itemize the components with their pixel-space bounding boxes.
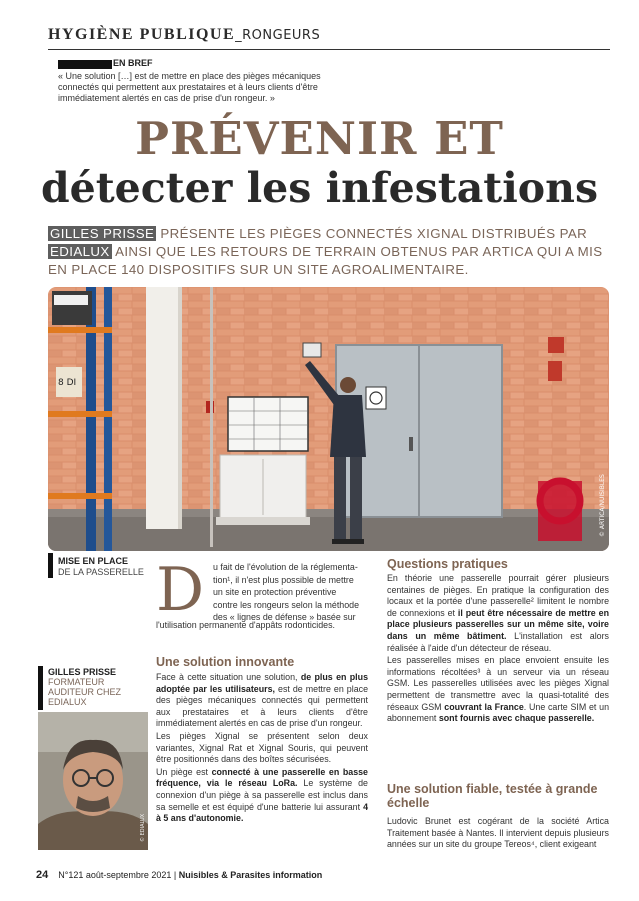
page-number: 24 xyxy=(36,869,49,881)
portrait-credit: © EDIALUX xyxy=(140,813,146,842)
article-photo xyxy=(48,287,609,551)
intro-rest: l'utilisation permanente d'appâts rodonticides. xyxy=(156,620,336,630)
author-portrait xyxy=(38,712,148,850)
photo-sign-text: 8 DI xyxy=(58,378,77,388)
en-bref-bar xyxy=(58,60,112,69)
photo-caption-subtitle: DE LA PASSERELLE xyxy=(58,567,144,577)
caption-bar xyxy=(48,553,53,578)
article-title-line1: PRÉVENIR ET xyxy=(135,112,504,165)
heading-solution-fiable: Une solution fiable, testée à grande échelle xyxy=(387,782,598,810)
photo-illustration xyxy=(48,287,609,551)
author-role-line3: EDIALUX xyxy=(48,697,87,707)
lead-text-part2: AINSI QUE LES RETOURS DE TERRAIN OBTENUS PAR ARTICA QUI A MIS EN PLACE 140 DISPOSITIFS SUR UN SITE AGROALIMENTAIRE. xyxy=(48,244,603,277)
body-questions-pratiques xyxy=(387,573,609,726)
intro-dropcap-lines xyxy=(213,562,368,625)
body-solution-fiable xyxy=(387,816,609,852)
photo-caption-title: MISE EN PLACE xyxy=(58,556,129,566)
author-role-line2: AUDITEUR CHEZ xyxy=(48,687,122,697)
section-header xyxy=(48,26,608,48)
lead-company-highlight: EDIALUX xyxy=(50,244,110,259)
author-bar xyxy=(38,666,43,710)
intro-last-line xyxy=(156,620,368,633)
portrait-illustration xyxy=(38,712,148,850)
paragraph: En théorie une passerelle pourrait gérer plusieurs centaines de pièges. En pratique la configuration des locaux et la portée d'une passerelle² limitent le nombre de connexions et il peut être nécessaire de mettre en place plusieurs passerelles sur un même site, voire dans un même bâtiment. L'installation est alors réalisée à l'aide d'un détecteur de réseau. xyxy=(387,573,609,653)
intro-line-3: un site en protection préventive xyxy=(213,587,337,598)
heading-questions-pratiques: Questions pratiques xyxy=(387,557,508,571)
lead-author-highlight: GILLES PRISSE xyxy=(50,226,155,241)
lead-text-part1: PRÉSENTE LES PIÈGES CONNECTÉS XIGNAL DISTRIBUÉS PAR xyxy=(156,226,588,241)
body-solution-innovante xyxy=(156,672,368,826)
intro-line-5: des « lignes de défense » basée sur xyxy=(213,612,356,623)
paragraph: Les passerelles mises en place envoient ensuite les informations récoltées³ à un serveur via un réseau GSM. Les passerelles utilisées avec les pièges Xignal permettent de transmettre avec la quasi-totalité des réseaux GSM couvrant la France. Une carte SIM et un abonnement sont fournis avec chaque passerelle. xyxy=(387,655,610,724)
photo-credit: © ARTICA/NUISIBLES xyxy=(599,474,606,537)
en-bref-label: EN BREF xyxy=(113,58,153,68)
en-bref-quote: « Une solution […] est de mettre en place des pièges mécaniques connectés qui permettent aux prestataires et à leurs clients d'être immédiatement alertés en cas de prise d'un rongeur. » xyxy=(58,71,321,103)
intro-line-4: contre les rongeurs selon la méthode xyxy=(213,599,360,610)
magazine-name: Nuisibles & Parasites information xyxy=(178,870,323,880)
heading-solution-innovante: Une solution innovante xyxy=(156,655,295,669)
paragraph: Ludovic Brunet est cogérant de la société Artica Traitement basée à Nantes. Il intervient depuis plusieurs années sur un site du groupe Tereos⁴, client exigeant xyxy=(387,816,609,850)
intro-line-1: u fait de l'évolution de la réglementa- xyxy=(213,562,358,572)
article-title-line2: détecter les infestations xyxy=(40,164,599,212)
drop-cap: D xyxy=(156,555,205,625)
author-name: GILLES PRISSE xyxy=(48,667,117,677)
paragraph: Face à cette situation une solution, de plus en plus adoptée par les utilisateurs, est de mettre en place des pièges mécaniques connectés qui permettent aux prestataires et à leurs clients d'être immédiatement alertés en cas de prise d'un rongeur. xyxy=(156,672,369,729)
author-role-line1: FORMATEUR xyxy=(48,677,105,687)
section-title: HYGIÈNE PUBLIQUE xyxy=(48,26,236,43)
section-subtitle: _RONGEURS xyxy=(235,28,321,43)
issue-info: N°121 août-septembre 2021 | xyxy=(58,870,179,880)
page-footer xyxy=(36,869,322,881)
article-lead xyxy=(48,225,610,279)
intro-line-2: tion¹, il n'est plus possible de mettre xyxy=(213,574,354,585)
header-rule xyxy=(48,49,610,50)
paragraph: Un piège est connecté à une passerelle en basse fréquence, via le réseau LoRa. Le système de connexion d'un piège à sa passerelle est inclus dans sa semelle et est équipé d'une batterie lui assurant 4 à 5 ans d'autonomie. xyxy=(156,766,368,824)
paragraph: Les pièges Xignal se présentent selon deux variantes, Xignal Rat et Xignal Souris, qui peuvent être positionnés dans des boîtes sécurisées. xyxy=(156,730,368,765)
